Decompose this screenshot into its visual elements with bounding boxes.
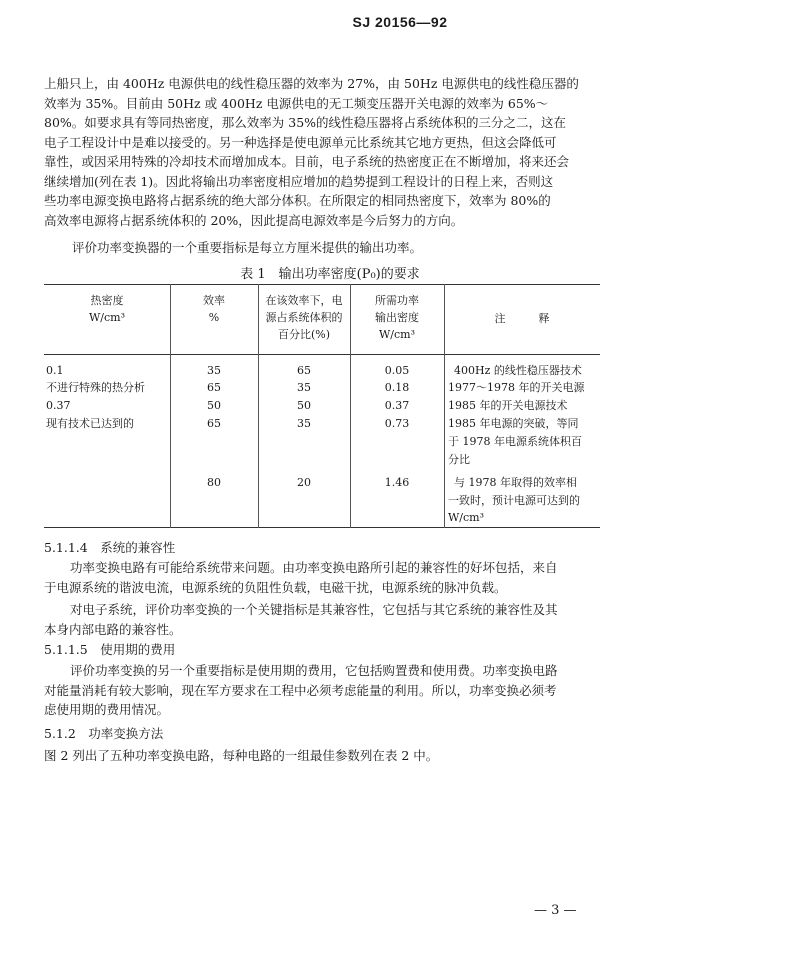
section-heading: 5.1.2 功率变换方法: [44, 726, 164, 741]
table-top-rule: [44, 284, 600, 285]
text-line: 80%。如要求具有等同热密度，那么效率为 35%的线性稳压器将占系统体积的三分之二，这在: [44, 115, 567, 130]
cell-heat: 0.1: [46, 364, 64, 377]
text-line: 靠性，或因采用特殊的冷却技术而增加成本。目前，电子系统的热密度正在不断增加，将来还会: [44, 154, 570, 169]
text-line: 效率为 35%。目前由 50Hz 或 400Hz 电源供电的无工频变压器开关电源的效率为 65%～: [44, 95, 549, 111]
header-heat-density: [44, 292, 170, 326]
header-volume-pct: [258, 292, 350, 343]
header-text: 输出密度: [375, 311, 419, 324]
text-line: 高效率电源将占据系统体积的 20%，因此提高电源效率是今后努力的方向。: [44, 212, 464, 228]
cell-volume-pct: 20: [297, 476, 311, 489]
cell-efficiency: 50: [207, 399, 221, 412]
text-line: 虑使用期的费用情况。: [44, 702, 170, 717]
header-text: 源占系统体积的: [265, 311, 343, 324]
header-output-density: [350, 292, 444, 343]
text-line: 上船只上，由 400Hz 电源供电的线性稳压器的效率为 27%，由 50Hz 电源供电的线性稳压器的: [44, 76, 579, 91]
cell-heat: 现有技术已达到的: [46, 417, 134, 430]
page-number: — 3 —: [534, 903, 577, 918]
cell-output-density: 0.05: [384, 364, 410, 377]
header-text: 百分比(%): [277, 328, 331, 341]
header-text: 热密度: [90, 294, 124, 307]
table-header-rule: [44, 354, 600, 355]
cell-volume-pct: 65: [297, 364, 311, 377]
section-paragraph: [44, 600, 596, 639]
power-density-table: [44, 284, 600, 528]
text-line: 评价功率变换的另一个重要指标是使用期的费用，它包括购置费和使用费。功率变换电路: [70, 663, 558, 678]
section-paragraph: [44, 661, 596, 720]
table-caption: 表 1 输出功率密度(P₀)的要求: [240, 267, 420, 282]
cell-volume-pct: 35: [297, 417, 311, 430]
header-text: W/cm³: [378, 328, 415, 341]
text-line: 于电源系统的谐波电流，电源系统的负阻性负载，电磁干扰，电源系统的脉冲负载。: [44, 579, 507, 595]
cell-efficiency: 65: [207, 417, 221, 430]
text-line: 些功率电源变换电路将占据系统的绝大部分体积。在所限定的相同热密度下，效率为 80%的: [44, 193, 551, 208]
table-bottom-rule: [44, 527, 600, 528]
document-code-header: SJ 20156—92: [352, 14, 448, 30]
text-line: 电子工程设计中是难以接受的。另一种选择是使电源单元比系统其它地方更热，但这会降低可: [44, 134, 557, 150]
text-line: 功率变换电路有可能给系统带来问题。由功率变换电路所引起的兼容性的好坏包括，来自: [70, 560, 558, 575]
text-line: 继续增加(列在表 1)。因此将输出功率密度相应增加的趋势提到工程设计的日程上来，否则这: [44, 173, 554, 189]
header-text: 在该效率下，电: [265, 294, 343, 307]
cell-note: 分比: [448, 453, 470, 466]
cell-output-density: 1.46: [384, 476, 410, 489]
cell-volume-pct: 35: [297, 381, 311, 394]
text-line: 对电子系统，评价功率变换的一个关键指标是其兼容性，它包括与其它系统的兼容性及其: [70, 602, 558, 617]
cell-note: 400Hz 的线性稳压器技术: [454, 364, 582, 377]
cell-note: 与 1978 年取得的效率相: [454, 476, 577, 489]
cell-note: 1977～1978 年的开关电源: [448, 381, 585, 394]
cell-efficiency: 65: [207, 381, 221, 394]
section-paragraph: [44, 558, 596, 597]
cell-note: 1985 年电源的突破，等同: [448, 417, 579, 430]
cell-heat: 0.37: [46, 399, 71, 412]
header-text: %: [208, 311, 220, 324]
eval-sentence: 评价功率变换器的一个重要指标是每立方厘米提供的输出功率。: [72, 240, 423, 255]
cell-note: 于 1978 年电源系统体积百: [448, 435, 582, 448]
section-heading: 5.1.1.5 使用期的费用: [44, 642, 176, 657]
section-heading: 5.1.1.4 系统的兼容性: [44, 540, 176, 555]
intro-paragraph: [44, 74, 596, 230]
header-efficiency: [170, 292, 258, 326]
header-text: W/cm³: [88, 311, 125, 324]
header-text: 效率: [203, 294, 225, 307]
cell-note: 一致时，预计电源可达到的: [448, 494, 580, 507]
cell-note: W/cm³: [448, 511, 485, 524]
cell-output-density: 0.18: [384, 381, 410, 394]
cell-note: 1985 年的开关电源技术: [448, 399, 568, 412]
cell-efficiency: 35: [207, 364, 221, 377]
cell-heat: 不进行特殊的热分析: [46, 381, 145, 394]
text-line: 对能量消耗有较大影响，现在军方要求在工程中必须考虑能量的利用。所以，功率变换必须考: [44, 682, 557, 698]
cell-output-density: 0.37: [384, 399, 410, 412]
cell-volume-pct: 50: [297, 399, 311, 412]
header-text: 所需功率: [375, 294, 419, 307]
text-line: 本身内部电路的兼容性。: [44, 621, 182, 637]
header-notes: 注 释: [494, 312, 550, 325]
cell-output-density: 0.73: [384, 417, 410, 430]
cell-efficiency: 80: [207, 476, 221, 489]
section-paragraph: 图 2 列出了五种功率变换电路，每种电路的一组最佳参数列在表 2 中。: [44, 748, 439, 763]
